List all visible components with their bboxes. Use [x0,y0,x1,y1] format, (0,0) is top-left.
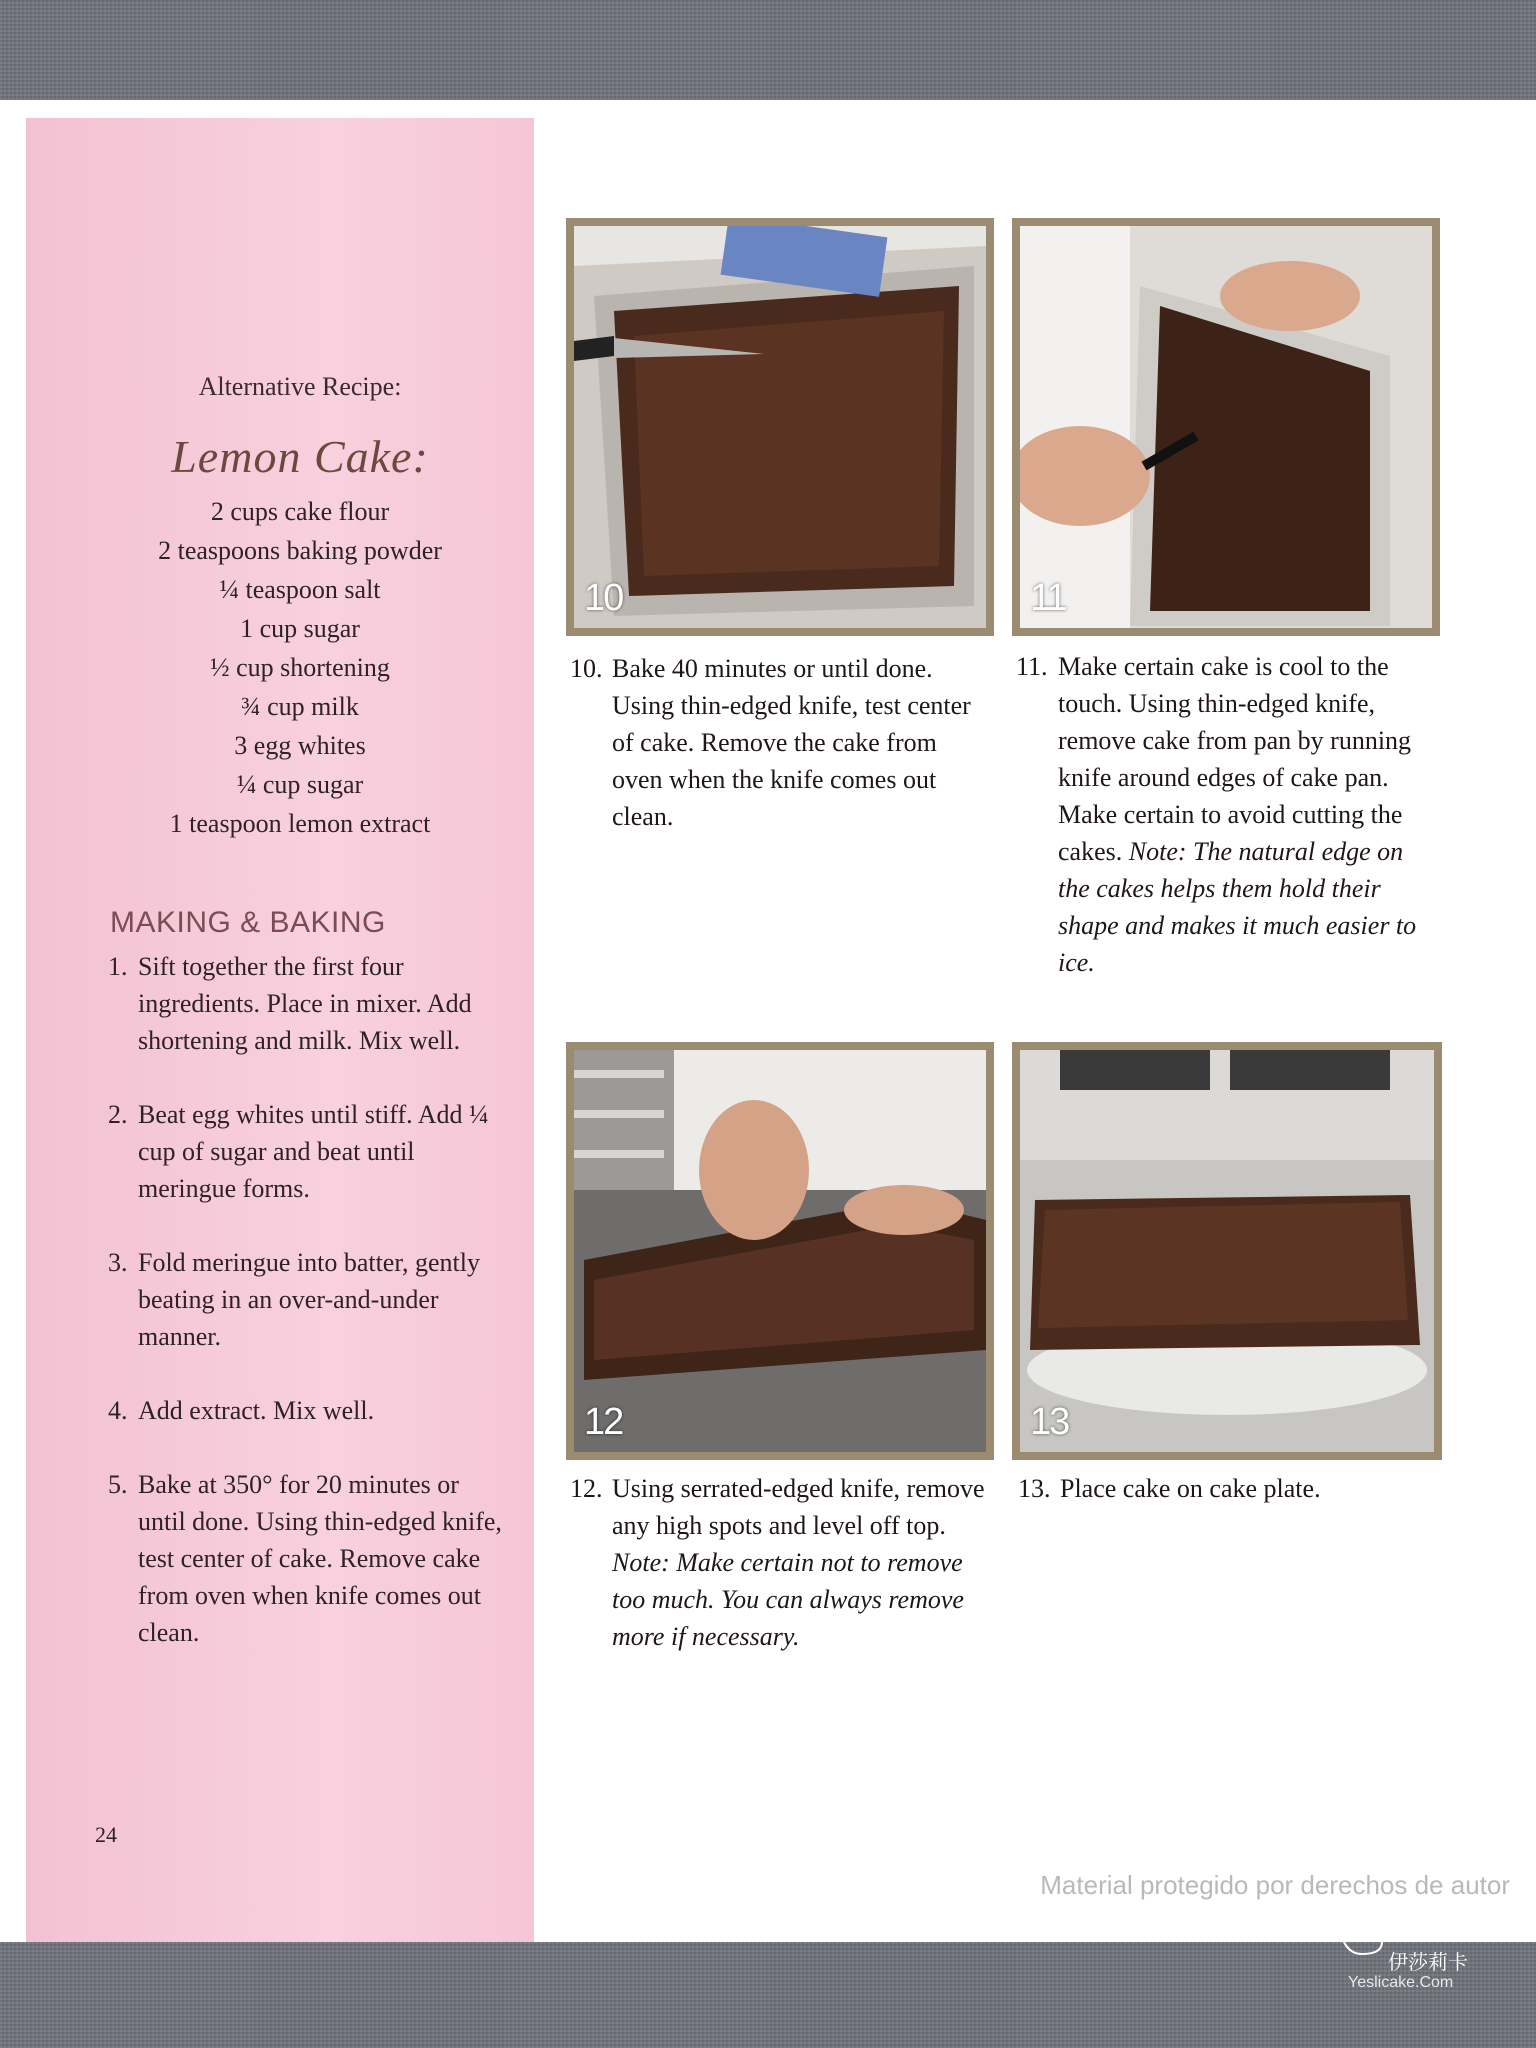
caption-note: Note: The natural edge on the cakes helps them hold their shape and makes it much easier to ice. [1058,837,1417,977]
leveling-cake-illustration [574,1050,986,1452]
alternative-recipe-label: Alternative Recipe: [198,372,402,401]
caption-number: 11. [1016,652,1048,681]
bottom-background-band [0,1942,1536,2048]
step-text: Add extract. Mix well. [138,1396,375,1425]
logo-site-text: Yeslicake.Com [1348,1974,1454,1991]
step-number: 2. [108,1100,128,1129]
step-photo-12 [566,1042,994,1460]
ingredient-item: ¼ teaspoon salt [219,575,381,604]
step-photo-10 [566,218,994,636]
step-text: Beat egg whites until stiff. Add ¼ cup of sugar and beat until meringue forms. [138,1100,489,1203]
caption-number: 12. [570,1474,603,1503]
cake-release-illustration [1020,226,1432,628]
logo-chinese-text: 伊莎莉卡 [1388,1950,1468,1974]
copyright-watermark: Material protegido por derechos de autor [1040,1870,1510,1900]
making-baking-heading: MAKING & BAKING [110,906,386,939]
caption-number: 13. [1018,1474,1051,1503]
caption-10 [570,650,990,835]
ingredient-list [40,492,560,843]
step-number: 1. [108,952,128,981]
step-text: Bake at 350° for 20 minutes or until done. Using thin-edged knife, test center of cake. Remove cake from oven when knife comes out clean. [138,1470,502,1647]
baking-step [108,1466,508,1651]
photo-step-label: 12 [584,1401,623,1443]
photo-step-label: 13 [1030,1401,1069,1443]
baking-step [108,1244,508,1355]
book-page [0,100,1536,1942]
caption-text: Bake 40 minutes or until done. Using thin-edged knife, test center of cake. Remove the cake from oven when the knife comes out clean. [612,654,971,831]
caption-12 [570,1470,990,1655]
step-text: Fold meringue into batter, gently beating in an over-and-under manner. [138,1248,480,1351]
baking-step [108,1096,508,1207]
baking-steps-list [108,948,508,1688]
caption-text: Make certain cake is cool to the touch. Using thin-edged knife, remove cake from pan by running knife around edges of cake pan. Make certain to avoid cutting the cakes. [1058,652,1412,866]
recipe-title: Lemon Cake: [171,431,429,482]
caption-note: Note: Make certain not to remove too much. You can always remove more if necessary. [612,1548,964,1651]
photo-step-label: 10 [584,577,623,619]
step-number: 5. [108,1470,128,1499]
step-number: 3. [108,1248,128,1277]
caption-13 [1018,1470,1438,1507]
ingredient-item: 2 cups cake flour [210,497,390,526]
caption-text: Place cake on cake plate. [1060,1474,1321,1503]
cake-in-pan-illustration [574,226,986,628]
page-number: 24 [95,1822,117,1847]
photo-step-label: 11 [1030,577,1066,619]
cake-on-plate-illustration [1020,1050,1434,1452]
ingredient-item: 2 teaspoons baking powder [158,536,442,565]
step-number: 4. [108,1396,128,1425]
caption-11 [1016,648,1436,981]
ingredient-item: ½ cup shortening [210,653,390,682]
step-text: Sift together the first four ingredients. Place in mixer. Add shortening and milk. Mix well. [138,952,472,1055]
ingredient-item: 1 cup sugar [240,614,360,643]
ingredient-item: 3 egg whites [234,731,366,760]
caption-number: 10. [570,654,603,683]
caption-text: Using serrated-edged knife, remove any high spots and level off top. [612,1474,985,1540]
baking-step [108,948,508,1059]
top-background-band [0,0,1536,100]
baking-step [108,1392,508,1429]
ingredient-item: ¾ cup milk [241,692,359,721]
step-photo-11 [1012,218,1440,636]
ingredient-item: 1 teaspoon lemon extract [169,809,431,838]
ingredient-item: ¼ cup sugar [236,770,364,799]
step-photo-13 [1012,1042,1442,1460]
